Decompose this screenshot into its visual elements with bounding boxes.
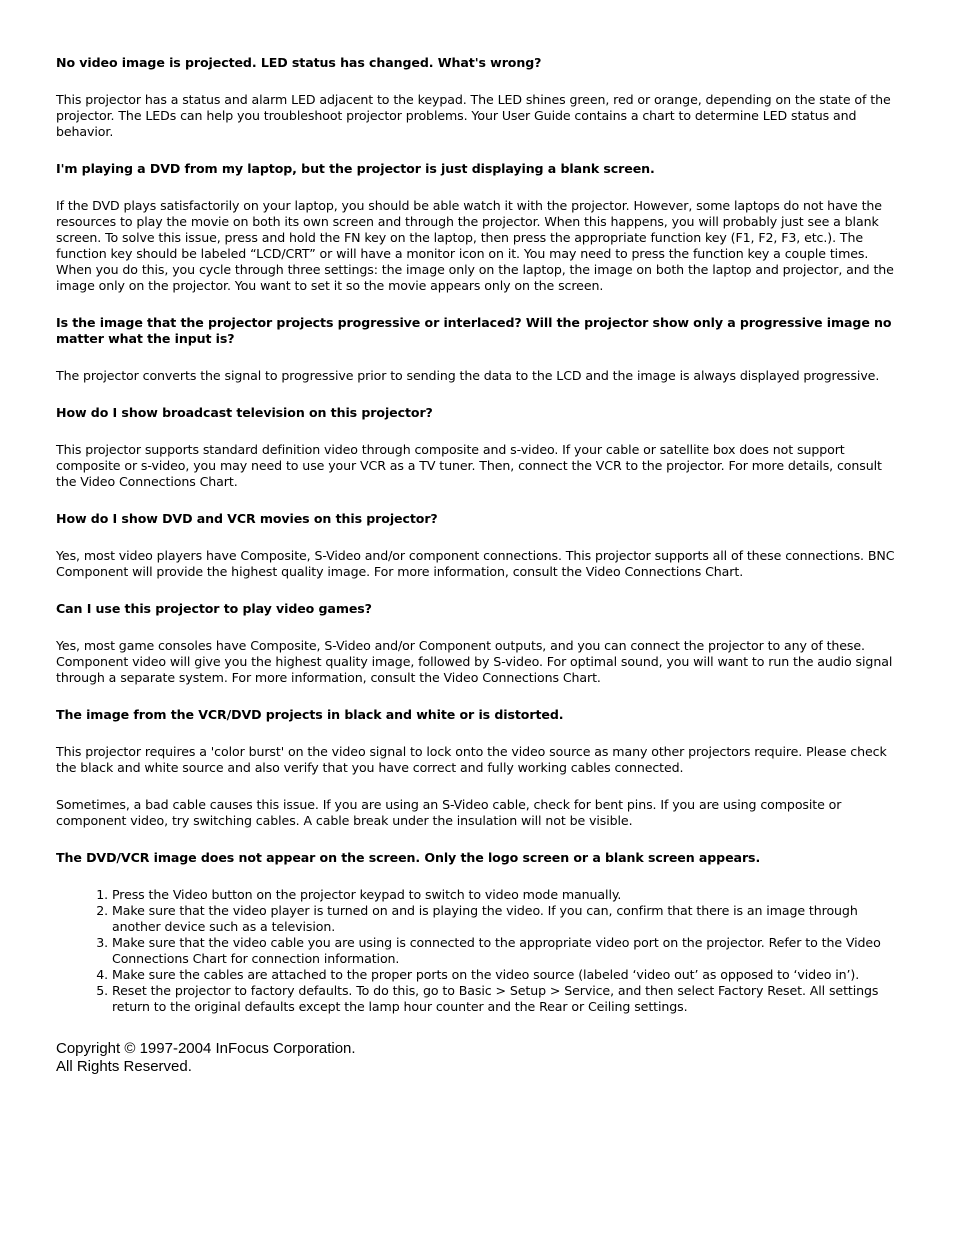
copyright-line: Copyright © 1997-2004 InFocus Corporation. bbox=[56, 1040, 356, 1057]
faq-question: The image from the VCR/DVD projects in black and white or is distorted. bbox=[56, 707, 564, 722]
faq-document bbox=[56, 55, 902, 1076]
list-item: 4. Make sure the cables are attached to the proper ports on the video source (labeled ‘video out’ as opposed to ‘video in’). bbox=[112, 967, 902, 983]
faq-answer: This projector requires a 'color burst' on the video signal to lock onto the video source as many other projectors require. Please check the black and white source and also verify that you have correct and fully working cables connected. bbox=[56, 744, 887, 775]
faq-question: The DVD/VCR image does not appear on the screen. Only the logo screen or a blank screen appears. bbox=[56, 850, 761, 865]
faq-section-progressive bbox=[56, 315, 902, 384]
faq-answer: Sometimes, a bad cable causes this issue. If you are using an S-Video cable, check for bent pins. If you are using composite or component video, try switching cables. A cable break under the insulation will not be visible. bbox=[56, 797, 842, 828]
faq-question: No video image is projected. LED status has changed. What's wrong? bbox=[56, 55, 542, 70]
rights-line: All Rights Reserved. bbox=[56, 1058, 192, 1075]
faq-answer: The projector converts the signal to progressive prior to sending the data to the LCD and the image is always displayed progressive. bbox=[56, 368, 880, 383]
faq-question: I'm playing a DVD from my laptop, but the projector is just displaying a blank screen. bbox=[56, 161, 655, 176]
faq-answer: If the DVD plays satisfactorily on your laptop, you should be able watch it with the projector. However, some laptops do not have the resources to play the movie on both its own screen and through the projector. When this happens, you will probably just see a blank screen. To solve this issue, press and hold the FN key on the laptop, then press the appropriate function key (F1, F2, F3, etc.). The function key should be labeled “LCD/CRT” or will have a monitor icon on it. You may need to press the function key a couple times. When you do this, you cycle through three settings: the image only on the laptop, the image on both the laptop and projector, and the image only on the projector. You want to set it so the movie appears only on the screen. bbox=[56, 198, 894, 293]
faq-question: How do I show broadcast television on this projector? bbox=[56, 405, 433, 420]
faq-answer: Yes, most video players have Composite, S-Video and/or component connections. This projector supports all of these connections. BNC Component will provide the highest quality image. For more information, consult the Video Connections Chart. bbox=[56, 548, 895, 579]
faq-question: How do I show DVD and VCR movies on this projector? bbox=[56, 511, 438, 526]
faq-section-broadcast-tv bbox=[56, 405, 902, 490]
faq-answer: This projector supports standard definition video through composite and s-video. If your cable or satellite box does not support composite or s-video, you may need to use your VCR as a TV tuner. Then, connect the VCR to the projector. For more details, consult the Video Connections Chart. bbox=[56, 442, 882, 489]
troubleshooting-steps bbox=[56, 887, 902, 1015]
faq-question: Can I use this projector to play video games? bbox=[56, 601, 372, 616]
list-item: 2. Make sure that the video player is turned on and is playing the video. If you can, confirm that there is an image through another device such as a television. bbox=[112, 903, 902, 935]
list-item: 1. Press the Video button on the projector keypad to switch to video mode manually. bbox=[112, 887, 902, 903]
faq-question: Is the image that the projector projects progressive or interlaced? Will the projector show only a progressive image no matter what the input is? bbox=[56, 315, 892, 346]
copyright-notice bbox=[56, 1040, 902, 1076]
faq-section-dvd-vcr bbox=[56, 511, 902, 580]
faq-section-video-games bbox=[56, 601, 902, 686]
list-item: 5. Reset the projector to factory defaults. To do this, go to Basic > Setup > Service, and then select Factory Reset. All settings return to the original defaults except the lamp hour counter and the Rear or Ceiling settings. bbox=[112, 983, 902, 1015]
faq-answer: This projector has a status and alarm LED adjacent to the keypad. The LED shines green, red or orange, depending on the state of the projector. The LEDs can help you troubleshoot projector problems. Your User Guide contains a chart to determine LED status and behavior. bbox=[56, 92, 891, 139]
faq-section-led-status bbox=[56, 55, 902, 140]
faq-section-black-white bbox=[56, 707, 902, 829]
faq-answer: Yes, most game consoles have Composite, S-Video and/or Component outputs, and you can connect the projector to any of these. Component video will give you the highest quality image, followed by S-video. For optimal sound, you will want to run the audio signal through a separate system. For more information, consult the Video Connections Chart. bbox=[56, 638, 893, 685]
list-item: 3. Make sure that the video cable you are using is connected to the appropriate video port on the projector. Refer to the Video Connections Chart for connection information. bbox=[112, 935, 902, 967]
faq-section-no-image bbox=[56, 850, 902, 1015]
faq-section-dvd-laptop bbox=[56, 161, 902, 294]
